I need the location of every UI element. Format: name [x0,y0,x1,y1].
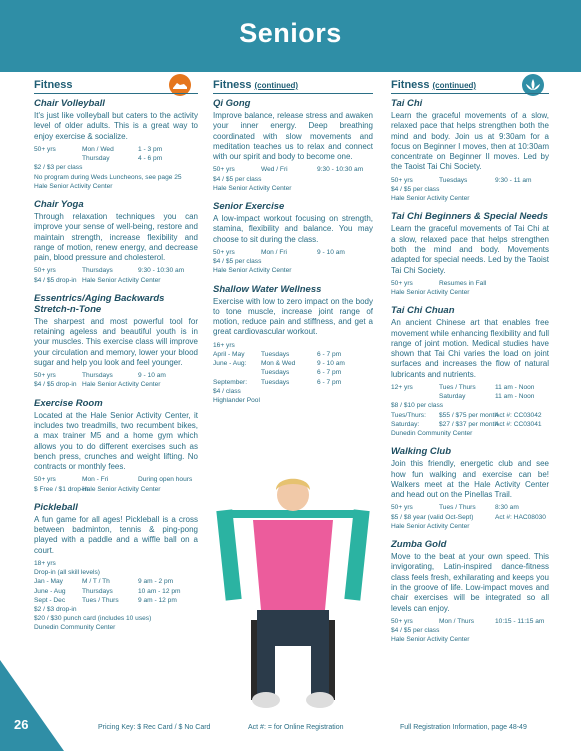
schedule-cell: $4 / $5 per class [391,627,440,635]
header-banner [0,0,581,72]
column-3 [391,76,549,652]
senior-exercise-photo [213,470,373,715]
schedule-cell: Saturday [439,393,466,401]
schedule-cell: $4 / class [213,387,241,395]
schedule-cell: Hale Senior Activity Center [82,485,161,493]
column-2 [213,76,373,413]
schedule-cell: $20 / $30 punch card (includes 10 uses) [34,615,152,623]
schedule-cell: Tues / Thurs [439,384,476,392]
schedule-cell: 9 - 10 am [317,360,345,368]
schedule-line [34,380,198,389]
schedule-line [213,387,373,396]
activity-description: Improve balance, release stress and awaken your inner energy. Deep breathing coordinated with slow movements and meditation teaches us to relax and connect with our spirit and body to become one. [213,111,373,162]
activity-title: Senior Exercise [213,201,285,213]
schedule-cell: Mon / Wed [82,145,114,153]
schedule-line [34,475,198,484]
column-1 [34,76,198,641]
activity-title: Tai Chi Chuan [391,305,455,317]
schedule-line [34,163,198,172]
schedule-cell: June - Aug [34,587,66,595]
schedule-cell: Hale Senior Activity Center [391,289,470,297]
schedule-cell: $ Free / $1 drop-in [34,485,89,493]
schedule-cell: 50+ yrs [34,267,56,275]
activity-title: Chair Yoga [34,198,84,210]
schedule-cell: Dunedin Community Center [391,430,473,438]
schedule-cell: Sept - Dec [34,596,66,604]
schedule-line [391,513,549,522]
activity [391,446,549,531]
activity-description: Join this friendly, energetic club and see how fun walking and exercise can be! Walkers meet at the Hale Activity Center and head out on the Pinellas Trail. [391,459,549,500]
activity-title: Chair Volleyball [34,98,105,109]
schedule-cell: September: [213,378,248,386]
schedule-cell: Thursdays [82,372,113,380]
schedule-cell: 50+ yrs [34,476,56,484]
schedule-cell: Tues / Thurs [439,504,476,512]
schedule-cell: 9 am - 12 pm [138,596,177,604]
activity [34,502,198,633]
schedule-cell: 6 - 7 pm [317,350,342,358]
schedule-cell: Tuesdays [439,176,468,184]
schedule-cell: $55 / $75 per month [439,411,499,419]
schedule-line [34,587,198,596]
schedule-cell: $4 / $5 per class [391,185,440,193]
schedule-cell [34,154,82,163]
schedule-line [213,175,373,184]
activity [391,305,549,438]
schedule-cell: $2 / $3 per class [34,164,83,172]
activity [213,98,373,193]
schedule-line [391,288,549,297]
schedule-cell: 9:30 - 10:30 am [138,267,185,275]
activity-title: Pickleball [34,501,78,513]
schedule-cell [439,513,495,522]
schedule-line [34,154,198,163]
schedule-cell: 50+ yrs [213,166,235,174]
activity-description: Through relaxation techniques you can improve your sense of well-being, restore and maintain strength, increase flexibility and range of motion, renew energy, and decrease pain, blood pressure and cholesterol. [34,211,198,263]
schedule-line [391,185,549,194]
schedule-cell: Hale Senior Activity Center [213,267,292,275]
activity-description: A low-impact workout focusing on strength, stamina, flexibility and balance. You may choose to sit during the class. [213,214,373,244]
schedule-line [34,559,198,568]
activity-description: Move to the beat at your own speed. This invigorating, Latin-inspired dance-fitness class feels fresh, exhilarating and keeps you in the groove of life. Low-impact moves and chair exercises will be integrated so all levels can enjoy. [391,552,549,613]
activity-description: The sharpest and most powerful tool for retaining ageless and beautiful youth is in your muscles. This exercise class will improve your circulation and memory, lower your blood sugar and help you look and feel younger. [34,316,198,367]
pricing-key: Pricing Key: $ Rec Card / $ No Card [98,724,211,731]
schedule-cell: 8:30 am [495,504,519,512]
section-heading: Fitness (continued) [391,76,549,94]
schedule-line [34,145,198,154]
schedule-line [213,368,373,377]
schedule-cell: $4 / $5 drop-in [34,381,77,389]
schedule-cell: Jan - May [34,578,63,586]
schedule-line [391,617,549,626]
schedule-cell: $4 / $5 per class [213,258,262,266]
schedule-line [213,396,373,405]
schedule-line [391,420,549,429]
schedule-line [34,182,198,191]
page-number: 26 [14,717,29,732]
schedule-line [213,341,373,350]
activity-title: Shallow Water Wellness [213,283,322,295]
schedule-cell: Mon / Fri [261,248,288,256]
schedule-line [34,371,198,380]
activity [213,284,373,406]
schedule-cell: 50+ yrs [391,279,413,287]
activity-title: Zumba Gold [391,539,447,551]
schedule-cell: No program during Weds Luncheons, see page 25 [34,173,182,181]
schedule-line [391,522,549,531]
schedule-cell: M / T / Th [82,578,110,586]
activity [34,98,198,191]
schedule-line [391,635,549,644]
activity-description: Exercise with low to zero impact on the body to tone muscle, increase joint range of motion, reduce pain and stiffness, and get a great cardiovascular workout. [213,296,373,337]
activity-description: An ancient Chinese art that enables free movement while enhancing flexibility and full range of joint motion. Medical studies have shown that Tai Chi varies the load on joint surfaces and increases the flow of natural lubricants and nutrients. [391,318,549,379]
schedule-cell: Hale Senior Activity Center [82,276,161,284]
schedule-line [34,276,198,285]
schedule-cell: 6 - 7 pm [317,369,342,377]
schedule-cell: Mon - Fri [82,476,109,484]
schedule-line [213,184,373,193]
schedule-cell: 50+ yrs [213,248,235,256]
schedule-cell: Highlander Pool [213,397,260,404]
schedule-cell: $4 / $5 drop-in [34,276,77,284]
schedule-line [213,350,373,359]
schedule-cell: 50+ yrs [391,176,413,184]
schedule-cell: 9 am - 2 pm [138,578,174,586]
schedule-cell: Tuesdays [261,350,290,358]
schedule-cell: Tuesdays [261,369,290,377]
schedule-cell: 9:30 - 10:30 am [317,166,364,174]
registration-info: Full Registration Information, page 48-49 [400,724,527,731]
schedule-cell [213,368,261,377]
schedule-cell: Dunedin Community Center [34,624,116,632]
act-key: Act #: = for Online Registration [248,724,344,731]
schedule-cell: Tues/Thurs: [391,411,426,419]
schedule-line [34,568,198,577]
schedule-cell: 50+ yrs [34,372,56,380]
section-heading: Fitness (continued) [213,76,373,94]
section-heading: Fitness [34,76,198,94]
activity-title: Qi Gong [213,98,251,109]
schedule-cell: Tues / Thurs [82,596,119,604]
schedule-line [34,173,198,182]
activity-title: Walking Club [391,446,451,458]
activity-description: Learn the graceful movements of Tai Chi at a slow, relaxed pace that helps strengthen both the mind and body. Movements adapted for special needs. Led by the Taoist Tai Chi Society. [391,224,549,275]
schedule-cell: 50+ yrs [34,145,56,153]
schedule-cell [391,392,439,401]
schedule-cell: Act #: CC03042 [495,411,542,419]
schedule-cell: During open hours [138,476,193,484]
schedule-cell: 50+ yrs [391,504,413,512]
schedule-line [391,194,549,203]
schedule-cell: Tuesdays [261,378,290,386]
schedule-line [34,266,198,275]
schedule-cell: 6 - 7 pm [317,378,342,386]
schedule-cell: June - Aug: [213,360,247,368]
schedule-cell: Saturday: [391,420,420,428]
schedule-cell: Wed / Fri [261,166,288,174]
schedule-cell: $27 / $37 per month [439,420,499,428]
schedule-cell: Hale Senior Activity Center [391,522,470,530]
activity-title: Exercise Room [34,397,103,409]
schedule-line [391,503,549,512]
schedule-line [391,626,549,635]
schedule-cell: 16+ yrs [213,341,235,349]
schedule-line [34,577,198,586]
schedule-cell: 9 - 10 am [138,372,166,380]
activity-description: It's just like volleyball but caters to the activity level of older adults. This is a great way to enjoy exercise & socialize. [34,111,198,141]
activity [391,539,549,644]
schedule-cell: Hale Senior Activity Center [34,182,113,190]
schedule-line [391,411,549,420]
schedule-line [213,266,373,275]
schedule-cell: Act #: HAC08030 [495,513,546,521]
schedule-cell: 18+ yrs [34,560,56,568]
schedule-cell: Mon & Wed [261,360,296,368]
activity [213,201,373,276]
schedule-line [391,392,549,401]
schedule-line [391,429,549,438]
schedule-cell: 50+ yrs [391,617,413,625]
schedule-line [213,165,373,174]
schedule-line [391,279,549,288]
schedule-line [34,623,198,632]
schedule-cell: 10 am - 12 pm [138,587,181,595]
schedule-line [391,176,549,185]
schedule-cell: $2 / $3 drop-in [34,606,77,614]
schedule-cell: Mon / Thurs [439,617,475,625]
activity-title: Tai Chi [391,98,423,109]
schedule-cell: 9 - 10 am [317,248,345,256]
schedule-cell: $5 / $8 year (valid Oct-Sept) [391,513,474,521]
schedule-cell: Thursdays [82,267,113,275]
schedule-line [34,614,198,623]
schedule-cell: Hale Senior Activity Center [213,184,292,192]
schedule-cell: Drop-in (all skill levels) [34,569,100,577]
schedule-line [213,359,373,368]
schedule-cell: April - May [213,350,245,358]
activity-description: A fun game for all ages! Pickleball is a cross between badminton, tennis & ping-pong played with a paddle and a wiffle ball on a court. [34,514,198,555]
activity [34,199,198,285]
schedule-line [213,257,373,266]
schedule-cell: 10:15 - 11:15 am [495,617,545,625]
schedule-cell: $8 / $10 per class [391,402,444,410]
schedule-line [391,383,549,392]
schedule-cell: 4 - 6 pm [138,155,163,163]
schedule-cell: 11 am - Noon [495,393,535,401]
schedule-line [213,378,373,387]
schedule-cell: 11 am - Noon [495,384,535,392]
schedule-line [213,248,373,257]
schedule-cell: 12+ yrs [391,384,413,392]
activity-description: Located at the Hale Senior Activity Center, it includes two treadmills, two recumbent bikes, a max trainer M5 and a home gym which allows you to do different exercises such as bench press, crunches and weight lifting. No contracts or monthly fees. [34,410,198,472]
schedule-line [34,596,198,605]
schedule-cell: Thursdays [82,587,113,595]
schedule-cell: 9:30 - 11 am [495,176,532,184]
activity [34,293,198,390]
activity-title: Essentrics/Aging Backwards Stretch-n-Tone [34,292,165,315]
schedule-line [34,485,198,494]
schedule-cell: Resumes in Fall [439,279,487,287]
page-corner [0,660,64,751]
activity [34,398,198,494]
activity [391,211,549,297]
schedule-line [391,401,549,410]
schedule-cell: Hale Senior Activity Center [391,636,470,644]
page-title: Seniors [239,18,342,48]
schedule-cell: Act #: CC03041 [495,420,542,428]
activity-description: Learn the graceful movements of a slow, relaxed pace that helps strengthen both the mind and body. Join us at 9:30am for a focus on Beginner I moves, then at 10:30am concentrate on Beginner II moves. Led by the Taoist Tai Chi Society. [391,111,549,172]
schedule-cell: 1 - 3 pm [138,145,163,153]
activity [391,98,549,203]
schedule-cell: Hale Senior Activity Center [82,381,161,389]
schedule-cell: Thursday [82,155,110,163]
schedule-cell: $4 / $5 per class [213,175,262,183]
schedule-cell: Hale Senior Activity Center [391,195,470,203]
schedule-line [34,605,198,614]
activity-title: Tai Chi Beginners & Special Needs [391,211,548,223]
